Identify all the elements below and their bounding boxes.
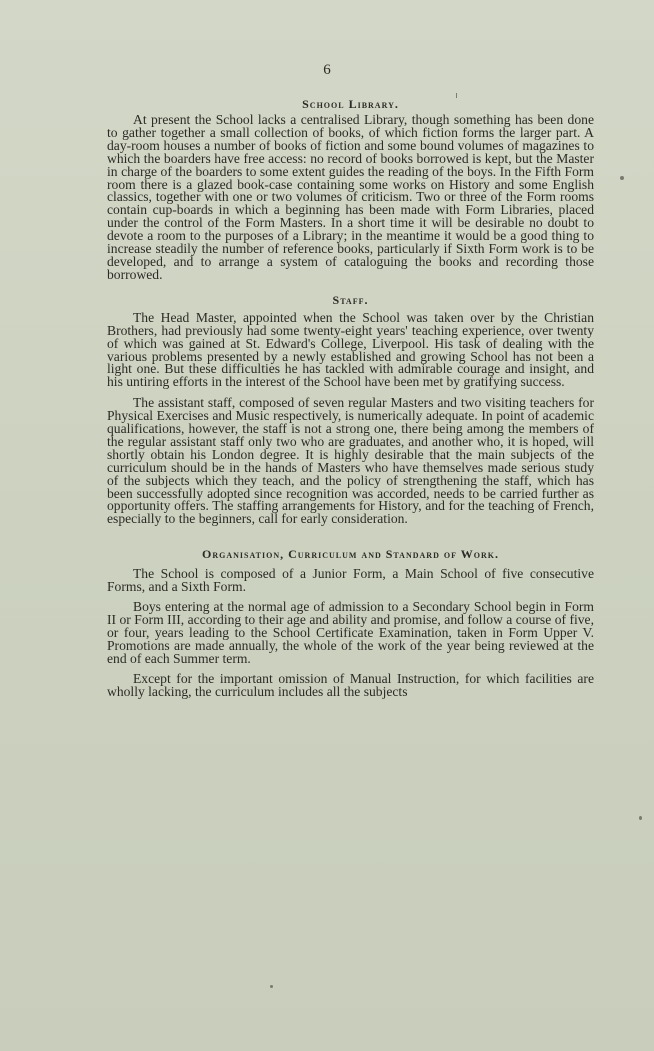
- section-heading-organisation: Organisation, Curriculum and Standard of Work.: [202, 547, 499, 562]
- organisation-paragraph-1: The School is composed of a Junior Form, a Main School of five consecutive Forms, and a Sixth Form.: [107, 566, 594, 595]
- paper-speck: [270, 985, 273, 988]
- paper-speck: [620, 176, 624, 180]
- paper-speck: [639, 816, 642, 820]
- organisation-paragraph-2: Boys entering at the normal age of admission to a Secondary School begin in Form II or Form III, according to their age and ability and promise, and follow a course of five, or four, years leading to the School Certificate Examination, taken in Form Upper V. Promotions are made annually, the whole of the work of the year being reviewed at the end of each Summer term.: [107, 599, 594, 666]
- staff-paragraph-1: The Head Master, appointed when the School was taken over by the Christian Brothers, had previously had some twenty-eight years' teaching experience, over twenty of which was gained at St. Edward's College, Liverpool. His task of dealing with the various problems presented by a newly established and growing School has not been a light one. But these difficulties he has tackled with admirable courage and insight, and his untiring efforts in the interest of the School have been met by gratifying success.: [107, 309, 594, 390]
- library-paragraph-1: At present the School lacks a centralised Library, though something has been done to gather together a small collection of books, of which fiction forms the larger part. A day-room houses a number of books of fiction and some bound volumes of magazines to which the boarders have free access: no record of books borrowed is kept, but the Master in charge of the boarders to some extent guides the reading of the boys. In the Fifth Form room there is a glazed book-case containing some works on History and some English classics, together with one or two volumes of criticism. Two or three of the Form rooms contain cup-boards in which a beginning has been made with Form Libraries, placed under the control of the Form Masters. In a short time it will be desirable no doubt to devote a room to the purposes of a Library; in the meantime it would be a good thing to increase steadily the number of reference books, particularly if Sixth Form work is to be developed, and to arrange a system of cataloguing the books and recording those borrowed.: [107, 112, 594, 282]
- organisation-paragraph-3: Except for the important omission of Manual Instruction, for which facilities are wholly lacking, the curriculum includes all the subjects: [107, 670, 594, 699]
- section-heading-library: School Library.: [302, 97, 399, 111]
- document-body: [107, 96, 594, 698]
- page-number: 6: [323, 62, 331, 78]
- section-heading-staff: Staff.: [332, 292, 369, 307]
- staff-paragraph-2: The assistant staff, composed of seven regular Masters and two visiting teachers for Physical Exercises and Music respectively, is numerically adequate. In point of academic qualifications, however, the staff is not a strong one, there being among the members of the regular assistant staff only two who are graduates, and another who, it is hoped, will shortly obtain his London degree. It is highly desirable that the main subjects of the curriculum should be in the hands of Masters who have themselves made serious study of the subjects which they teach, and the policy of strengthening the staff, which has been successfully adopted since recognition was accorded, needs to be carried further as opportunity offers. The staffing arrangements for History, and for the teaching of French, especially to the beginners, call for early consideration.: [107, 395, 594, 527]
